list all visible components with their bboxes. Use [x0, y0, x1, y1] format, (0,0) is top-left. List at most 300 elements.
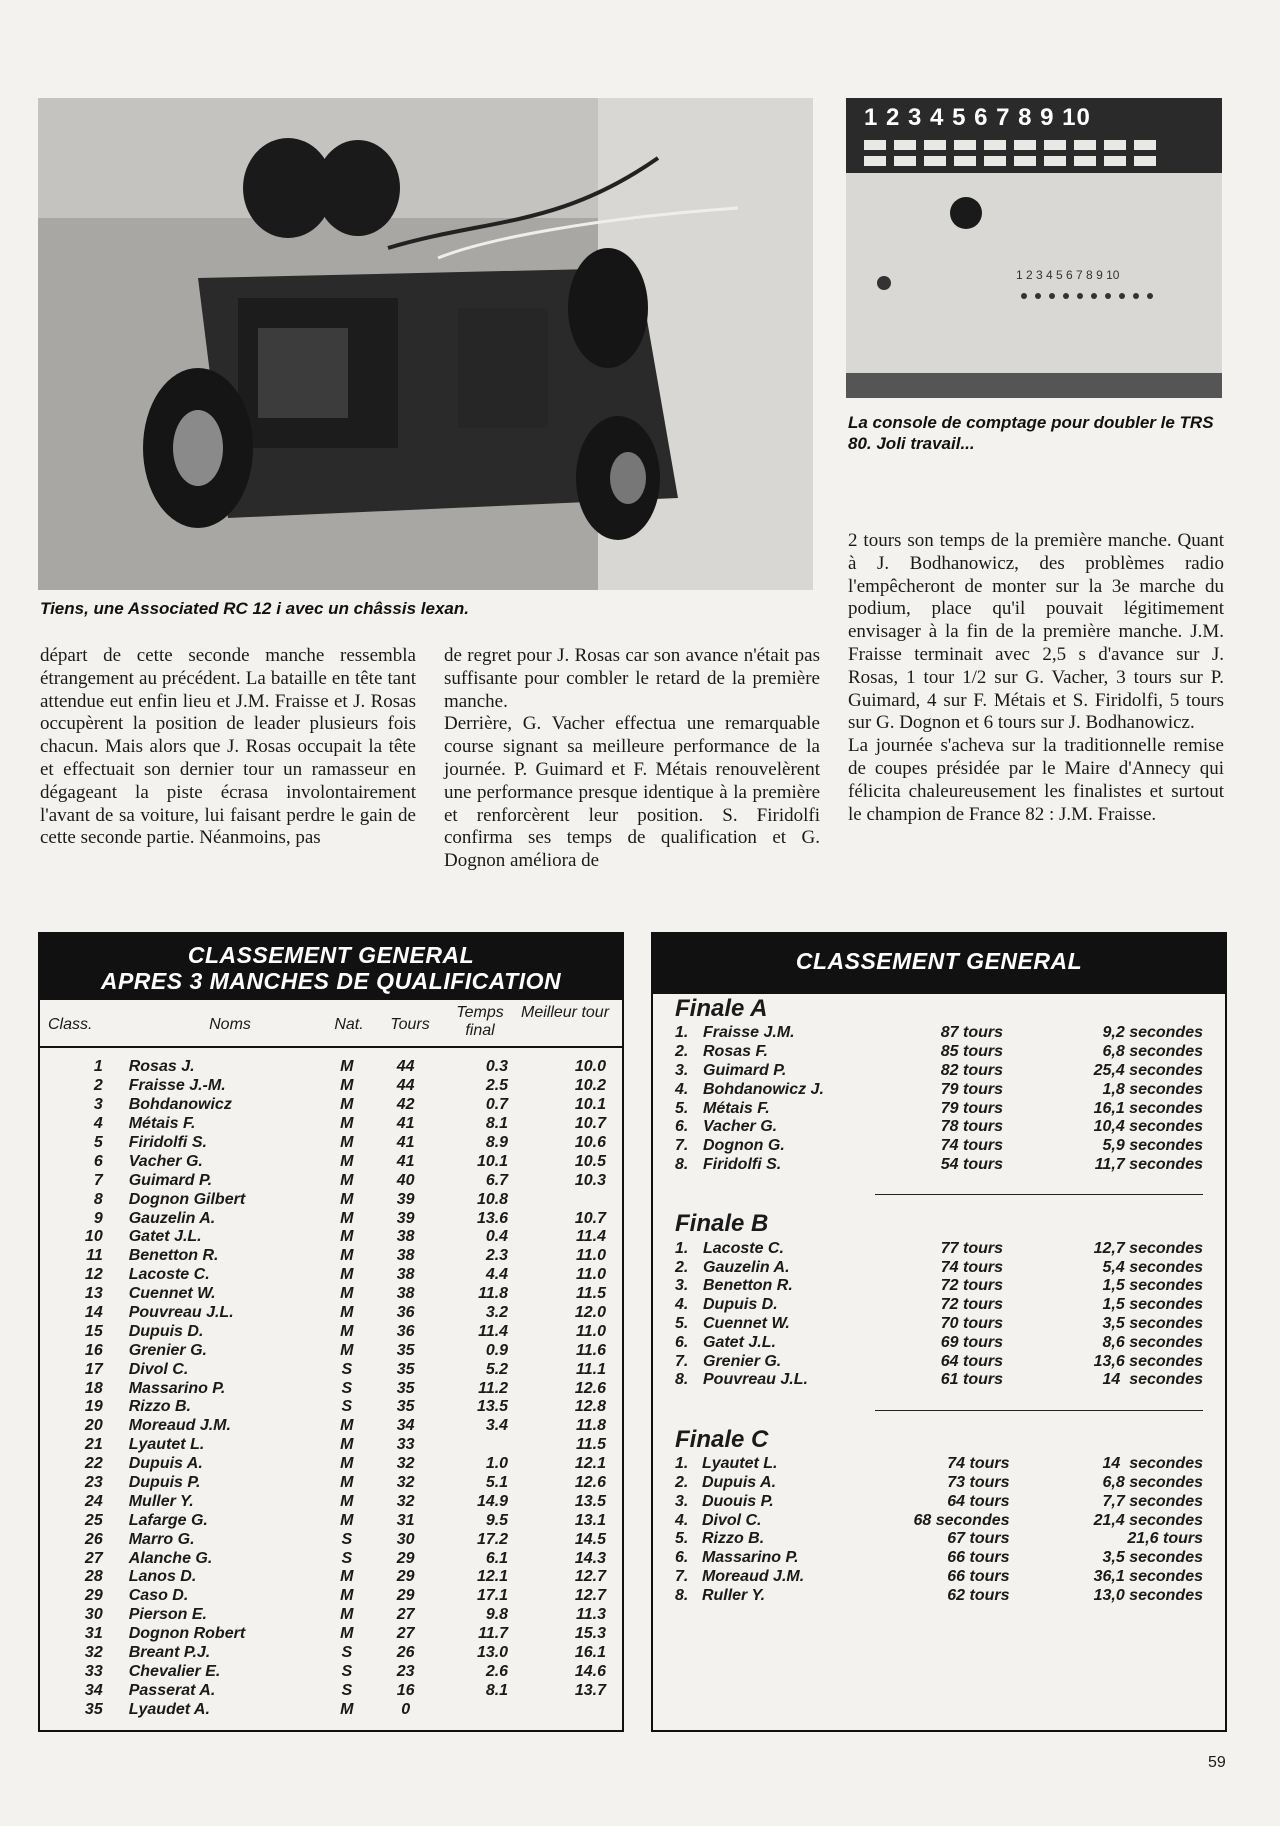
- console-illustration: [846, 98, 1222, 398]
- finale-time-cell: 36,1 secondes: [1093, 1567, 1203, 1585]
- tours-cell: 0: [401, 1700, 411, 1718]
- finale-time-cell: 13,0 secondes: [1093, 1586, 1203, 1604]
- qualification-table-body: [40, 1058, 622, 1719]
- name-cell: Lyaudet A.: [128, 1700, 210, 1718]
- meilleur-cell: 10.6: [574, 1134, 606, 1151]
- temps-cell: 2.5: [485, 1077, 509, 1095]
- finale-time-cell: 1,5 secondes: [1102, 1296, 1203, 1314]
- finale-laps-cell: 87 tours: [940, 1024, 1003, 1042]
- qualification-row: [40, 1455, 622, 1474]
- finale-time-cell: 21,4 secondes: [1093, 1511, 1203, 1529]
- rank-cell: 12: [84, 1266, 103, 1284]
- nat-cell: M: [340, 1247, 354, 1265]
- finale-row: [675, 1024, 1203, 1043]
- meilleur-cell: 10.7: [574, 1209, 606, 1227]
- rank-cell: 24: [84, 1492, 103, 1510]
- finale-row: [675, 1586, 1203, 1605]
- name-cell: Pouvreau J.L.: [128, 1304, 234, 1322]
- col-header-noms: Noms: [209, 1016, 251, 1033]
- finale-name-cell: Rizzo B.: [701, 1530, 765, 1548]
- finale-rank-cell: 4.: [675, 1296, 689, 1314]
- meilleur-cell: 13.7: [574, 1681, 606, 1699]
- tours-cell: 41: [396, 1152, 415, 1170]
- name-cell: Lanos D.: [128, 1568, 197, 1586]
- nat-cell: S: [341, 1379, 353, 1397]
- finale-row: [675, 1549, 1203, 1568]
- nat-cell: M: [340, 1058, 354, 1076]
- finale-time-cell: 1,5 secondes: [1102, 1277, 1203, 1295]
- nat-cell: M: [340, 1322, 354, 1340]
- article-col1-text: départ de cette seconde manche ressembla étrangement au précédent. La bataille en tête tant attendue eut enfin lieu et J.M. Fraisse et J. Rosas occupèrent la position de leader plusieurs fois chacun. Mais alors que J. Rosas occupait la tête et effectuait son dernier tour un ramasseur en dégageant la piste écrasa involontairement l'avant de sa voiture, lui faisant perdre le gain de cette seconde partie. Néanmoins, pas: [40, 645, 416, 849]
- tours-cell: 44: [396, 1058, 415, 1076]
- article-col2-p1: de regret pour J. Rosas car son avance n'était pas suffisante pour combler le retard de la première manche.: [444, 645, 820, 712]
- temps-cell: 11.4: [478, 1322, 509, 1340]
- tours-cell: 35: [396, 1360, 415, 1378]
- finale-title: Finale B: [675, 1210, 769, 1238]
- meilleur-cell: 14.5: [574, 1530, 606, 1548]
- qualification-row: [40, 1266, 622, 1285]
- article-col3-p1: 2 tours son temps de la première manche. Quant à J. Bodhanowicz, des problèmes radio l'empêcheront de monter sur la 3e marche du podium, place qu'il pouvait légitimement envisager à la fin de la première manche. J.M. Fraisse terminait avec 2,5 s d'avance sur J. Rosas, 1 tour 1/2 sur G. Vacher, 3 tours sur P. Guimard, 4 sur F. Métais et S. Firidolfi, 5 tours sur G. Dognon et 6 tours sur J. Bodhanowicz.: [848, 530, 1224, 734]
- nat-cell: M: [340, 1625, 354, 1643]
- finale-laps-cell: 67 tours: [947, 1530, 1010, 1548]
- nat-cell: M: [340, 1436, 354, 1454]
- finale-time-cell: 14 secondes: [1102, 1371, 1203, 1389]
- rank-cell: 20: [84, 1417, 103, 1435]
- finale-rank-cell: 2.: [675, 1043, 689, 1061]
- col-header-nat: Nat.: [334, 1016, 364, 1033]
- tours-cell: 38: [396, 1228, 415, 1246]
- rank-cell: 7: [93, 1171, 103, 1189]
- console-big-digits: 1 2 3 4 5 6 7 8 9 10: [864, 104, 1091, 131]
- name-cell: Dupuis P.: [128, 1474, 201, 1492]
- finale-rank-cell: 4.: [675, 1511, 689, 1529]
- rank-cell: 17: [84, 1360, 103, 1378]
- temps-cell: 9.8: [485, 1606, 509, 1624]
- rank-cell: 6: [93, 1152, 103, 1170]
- qualification-row: [40, 1681, 622, 1700]
- finale-laps-cell: 68 secondes: [913, 1511, 1010, 1529]
- meilleur-cell: 15.3: [574, 1625, 606, 1643]
- tours-cell: 44: [396, 1077, 415, 1095]
- nat-cell: M: [340, 1341, 354, 1359]
- rank-cell: 26: [84, 1530, 103, 1548]
- temps-cell: 17.2: [476, 1530, 509, 1548]
- tours-cell: 42: [396, 1096, 415, 1114]
- name-cell: Chevalier E.: [128, 1662, 221, 1680]
- finale-row: [675, 1474, 1203, 1493]
- temps-cell: 13.6: [476, 1209, 509, 1227]
- console-photo-caption: La console de comptage pour doubler le TRS 80. Joli travail...: [848, 413, 1214, 453]
- finale-time-cell: 6,8 secondes: [1102, 1043, 1203, 1061]
- finale-time-cell: 7,7 secondes: [1102, 1492, 1203, 1510]
- tours-cell: 36: [396, 1322, 415, 1340]
- temps-cell: 13.5: [476, 1398, 509, 1416]
- nat-cell: S: [341, 1530, 353, 1548]
- meilleur-cell: 10.7: [574, 1115, 606, 1133]
- finale-title: Finale C: [675, 1425, 769, 1453]
- finale-laps-cell: 79 tours: [940, 1080, 1003, 1098]
- tours-cell: 34: [396, 1417, 415, 1435]
- finale-table: [675, 1455, 1203, 1605]
- nat-cell: M: [340, 1228, 354, 1246]
- name-cell: Dognon Robert: [128, 1625, 246, 1643]
- finale-row: [675, 1492, 1203, 1511]
- nat-cell: M: [340, 1455, 354, 1473]
- temps-cell: 2.6: [485, 1662, 509, 1680]
- nat-cell: M: [340, 1587, 354, 1605]
- nat-cell: M: [340, 1266, 354, 1284]
- finale-rank-cell: 2.: [675, 1473, 689, 1491]
- qualification-row: [40, 1511, 622, 1530]
- rank-cell: 5: [93, 1134, 103, 1151]
- finale-time-cell: 21,6 tours: [1127, 1530, 1203, 1548]
- name-cell: Vacher G.: [128, 1152, 203, 1170]
- meilleur-cell: [518, 1700, 622, 1719]
- rank-cell: 30: [84, 1606, 103, 1624]
- rank-cell: 34: [84, 1681, 103, 1699]
- rank-cell: 8: [93, 1190, 103, 1208]
- nat-cell: M: [340, 1077, 354, 1095]
- name-cell: Alanche G.: [128, 1549, 213, 1567]
- finale-rank-cell: 4.: [675, 1080, 689, 1098]
- qualification-row: [40, 1379, 622, 1398]
- qualification-row: [40, 1663, 622, 1682]
- tours-cell: 29: [396, 1587, 415, 1605]
- qualification-title-line2: APRES 3 MANCHES DE QUALIFICATION: [100, 968, 562, 994]
- qualification-row: [40, 1304, 622, 1323]
- name-cell: Gauzelin A.: [128, 1209, 216, 1227]
- name-cell: Lafarge G.: [128, 1511, 208, 1529]
- finale-row: [675, 1333, 1203, 1352]
- meilleur-cell: 12.1: [574, 1455, 606, 1473]
- finale-row: [675, 1568, 1203, 1587]
- temps-cell: 14.9: [476, 1492, 509, 1510]
- finale-rank-cell: 1.: [675, 1239, 689, 1257]
- qualification-row: [40, 1209, 622, 1228]
- tours-cell: 41: [396, 1115, 415, 1133]
- tours-cell: 35: [396, 1379, 415, 1397]
- finale-name-cell: Massarino P.: [701, 1549, 799, 1567]
- meilleur-cell: 14.6: [574, 1662, 606, 1680]
- finale-name-cell: Pouvreau J.L.: [703, 1371, 808, 1389]
- meilleur-cell: 11.0: [576, 1322, 606, 1340]
- finale-rank-cell: 5.: [675, 1530, 689, 1548]
- rank-cell: 19: [84, 1398, 103, 1416]
- finale-name-cell: Rosas F.: [703, 1043, 768, 1061]
- finale-laps-cell: 64 tours: [940, 1352, 1003, 1370]
- finale-name-cell: Divol C.: [701, 1511, 762, 1529]
- finale-time-cell: 5,9 secondes: [1102, 1137, 1203, 1155]
- finale-time-cell: 5,4 secondes: [1102, 1258, 1203, 1276]
- photo-lap-console: [846, 98, 1222, 398]
- meilleur-cell: 16.1: [574, 1644, 606, 1662]
- nat-cell: M: [340, 1171, 354, 1189]
- qualification-row: [40, 1228, 622, 1247]
- finale-rank-cell: 8.: [675, 1586, 689, 1604]
- temps-cell: 17.1: [476, 1587, 509, 1605]
- finale-time-cell: 8,6 secondes: [1102, 1333, 1203, 1351]
- meilleur-cell: [518, 1190, 622, 1209]
- qualification-row: [40, 1171, 622, 1190]
- name-cell: Divol C.: [128, 1360, 189, 1378]
- name-cell: Breant P.J.: [128, 1644, 211, 1662]
- finale-laps-cell: 79 tours: [940, 1099, 1003, 1117]
- finale-name-cell: Dognon G.: [703, 1137, 785, 1155]
- finale-time-cell: 25,4 secondes: [1093, 1061, 1203, 1079]
- temps-cell: 9.5: [485, 1511, 509, 1529]
- finale-rank-cell: 8.: [675, 1371, 689, 1389]
- meilleur-cell: 11.3: [576, 1606, 606, 1624]
- finale-rank-cell: 7.: [675, 1567, 689, 1585]
- rank-cell: 13: [84, 1285, 103, 1303]
- finale-name-cell: Cuennet W.: [703, 1314, 790, 1332]
- nat-cell: M: [340, 1190, 354, 1208]
- finale-rank-cell: 3.: [675, 1492, 689, 1510]
- rank-cell: 21: [84, 1436, 103, 1454]
- rank-cell: 9: [93, 1209, 103, 1227]
- meilleur-cell: 11.4: [576, 1228, 606, 1246]
- finale-name-cell: Lyautet L.: [701, 1455, 778, 1473]
- finale-name-cell: Métais F.: [703, 1099, 770, 1117]
- rank-cell: 31: [84, 1625, 103, 1643]
- meilleur-cell: 10.5: [574, 1152, 606, 1170]
- nat-cell: M: [340, 1606, 354, 1624]
- rank-cell: 16: [84, 1341, 103, 1359]
- qualification-row: [40, 1700, 622, 1719]
- page-number: 59: [1208, 1754, 1226, 1771]
- finale-title: Finale A: [675, 995, 768, 1022]
- finale-time-cell: 6,8 secondes: [1102, 1473, 1203, 1491]
- finale-time-cell: 3,5 secondes: [1102, 1549, 1203, 1567]
- finale-name-cell: Lacoste C.: [703, 1239, 784, 1257]
- meilleur-cell: 12.7: [574, 1587, 606, 1605]
- meilleur-cell: 11.0: [576, 1266, 606, 1284]
- tours-cell: 41: [396, 1134, 415, 1151]
- finale-row: [675, 1371, 1203, 1390]
- qualification-table-header: [40, 1000, 622, 1048]
- finale-laps-cell: 69 tours: [940, 1333, 1003, 1351]
- tours-cell: 39: [396, 1190, 415, 1208]
- meilleur-cell: 11.1: [576, 1360, 606, 1378]
- rank-cell: 14: [84, 1304, 103, 1322]
- meilleur-cell: 13.5: [574, 1492, 606, 1510]
- rank-cell: 25: [84, 1511, 103, 1529]
- name-cell: Pierson E.: [128, 1606, 207, 1624]
- name-cell: Firidolfi S.: [128, 1134, 207, 1151]
- finale-time-cell: 3,5 secondes: [1102, 1314, 1203, 1332]
- finale-rank-cell: 7.: [675, 1352, 689, 1370]
- finale-rank-cell: 5.: [675, 1314, 689, 1332]
- rank-cell: 29: [84, 1587, 103, 1605]
- temps-cell: 13.0: [476, 1644, 509, 1662]
- temps-cell: 8.1: [485, 1681, 509, 1699]
- temps-cell: [437, 1436, 518, 1455]
- meilleur-cell: 12.7: [574, 1568, 606, 1586]
- temps-cell: 5.1: [485, 1474, 509, 1492]
- finale-laps-cell: 70 tours: [940, 1314, 1003, 1332]
- meilleur-cell: 13.1: [574, 1511, 606, 1529]
- qualification-row: [40, 1190, 622, 1209]
- qualification-row: [40, 1096, 622, 1115]
- finale-laps-cell: 74 tours: [947, 1455, 1010, 1473]
- finale-row: [675, 1118, 1203, 1137]
- tours-cell: 38: [396, 1266, 415, 1284]
- nat-cell: S: [341, 1549, 353, 1567]
- tours-cell: 29: [396, 1549, 415, 1567]
- name-cell: Bohdanowicz: [128, 1096, 232, 1114]
- temps-cell: 3.4: [485, 1417, 509, 1435]
- qualification-row: [40, 1152, 622, 1171]
- finale-time-cell: 11,7 secondes: [1094, 1155, 1203, 1173]
- col-header-tours: Tours: [390, 1016, 430, 1033]
- rank-cell: 27: [84, 1549, 103, 1567]
- finale-laps-cell: 77 tours: [940, 1239, 1003, 1257]
- article-column-1: [40, 645, 416, 850]
- nat-cell: M: [340, 1568, 354, 1586]
- finale-laps-cell: 66 tours: [947, 1567, 1010, 1585]
- finale-laps-cell: 64 tours: [947, 1492, 1010, 1510]
- temps-cell: 10.1: [476, 1152, 509, 1170]
- qualification-table: [40, 1058, 622, 1719]
- col-header-class: Class.: [48, 1016, 93, 1033]
- name-cell: Marro G.: [128, 1530, 195, 1548]
- finale-row: [675, 1511, 1203, 1530]
- tours-cell: 35: [396, 1341, 415, 1359]
- meilleur-cell: 10.2: [574, 1077, 606, 1095]
- temps-cell: 11.2: [478, 1379, 509, 1397]
- temps-cell: [437, 1700, 518, 1719]
- tours-cell: 32: [396, 1474, 415, 1492]
- finale-name-cell: Guimard P.: [703, 1061, 787, 1079]
- finale-rank-cell: 6.: [675, 1333, 689, 1351]
- finale-row: [675, 1099, 1203, 1118]
- name-cell: Métais F.: [128, 1115, 196, 1133]
- qualification-row: [40, 1417, 622, 1436]
- meilleur-cell: 11.5: [576, 1436, 606, 1454]
- finale-name-cell: Grenier G.: [703, 1352, 782, 1370]
- finale-time-cell: 10,4 secondes: [1093, 1118, 1203, 1136]
- article-col2-p2: Derrière, G. Vacher effectua une remarquable course signant sa meilleure performance de la journée. P. Guimard et F. Métais renouvelèrent une performance presque identique à la première et renforcèrent leur position. S. Firidolfi confirma ses temps de qualification et G. Dognon améliora de: [444, 713, 820, 872]
- photo-rc-car: [38, 98, 813, 590]
- qualification-row: [40, 1115, 622, 1134]
- meilleur-cell: 10.3: [574, 1171, 606, 1189]
- meilleur-cell: 11.6: [576, 1341, 606, 1359]
- meilleur-cell: 12.0: [574, 1304, 606, 1322]
- rank-cell: 4: [93, 1115, 103, 1133]
- tours-cell: 32: [396, 1492, 415, 1510]
- qualification-ranking-header: [40, 934, 622, 1000]
- finale-row: [675, 1315, 1203, 1334]
- finale-row: [675, 1352, 1203, 1371]
- temps-cell: 6.7: [485, 1171, 509, 1189]
- qualification-row: [40, 1644, 622, 1663]
- finale-time-cell: 14 secondes: [1102, 1455, 1203, 1473]
- finale-row: [675, 1062, 1203, 1081]
- meilleur-cell: 14.3: [574, 1549, 606, 1567]
- finale-rank-cell: 3.: [675, 1277, 689, 1295]
- qualification-row: [40, 1398, 622, 1417]
- rank-cell: 28: [84, 1568, 103, 1586]
- tours-cell: 27: [396, 1625, 415, 1643]
- finale-rank-cell: 1.: [675, 1455, 689, 1473]
- name-cell: Dupuis A.: [128, 1455, 203, 1473]
- nat-cell: M: [340, 1511, 354, 1529]
- finale-name-cell: Fraisse J.M.: [703, 1024, 795, 1042]
- meilleur-cell: 11.5: [576, 1285, 606, 1303]
- tours-cell: 33: [396, 1436, 415, 1454]
- rank-cell: 2: [93, 1077, 103, 1095]
- rank-cell: 18: [84, 1379, 103, 1397]
- tours-cell: 16: [396, 1681, 415, 1699]
- nat-cell: S: [341, 1360, 353, 1378]
- qualification-row: [40, 1436, 622, 1455]
- article-col3-p2: La journée s'acheva sur la traditionnelle remise de coupes présidée par le Maire d'Annecy qui félicita chaleureusement les finalistes et surtout le champion de France 82 : J.M. Fraisse.: [848, 735, 1224, 825]
- temps-cell: 6.1: [485, 1549, 509, 1567]
- finale-laps-cell: 61 tours: [940, 1371, 1003, 1389]
- qualification-row: [40, 1492, 622, 1511]
- qualification-row: [40, 1568, 622, 1587]
- temps-cell: 8.9: [485, 1134, 509, 1151]
- rank-cell: 33: [84, 1662, 103, 1680]
- rank-cell: 23: [84, 1474, 103, 1492]
- finale-name-cell: Gauzelin A.: [703, 1258, 790, 1276]
- nat-cell: M: [340, 1285, 354, 1303]
- finale-rank-cell: 7.: [675, 1137, 689, 1155]
- temps-cell: 5.2: [485, 1360, 509, 1378]
- finale-name-cell: Duouis P.: [701, 1492, 774, 1510]
- nat-cell: M: [340, 1700, 354, 1718]
- col-header-temps-final: Temps final: [456, 1004, 504, 1039]
- qualification-row: [40, 1247, 622, 1266]
- name-cell: Dupuis D.: [128, 1322, 204, 1340]
- finale-row: [675, 1277, 1203, 1296]
- finale-laps-cell: 85 tours: [940, 1043, 1003, 1061]
- tours-cell: 32: [396, 1455, 415, 1473]
- name-cell: Passerat A.: [128, 1681, 216, 1699]
- nat-cell: S: [341, 1398, 353, 1416]
- finale-laps-cell: 66 tours: [947, 1549, 1010, 1567]
- finale-laps-cell: 73 tours: [947, 1473, 1010, 1491]
- finale-laps-cell: 78 tours: [940, 1118, 1003, 1136]
- qualification-row: [40, 1606, 622, 1625]
- temps-cell: 12.1: [476, 1568, 509, 1586]
- article-column-3: [848, 530, 1224, 826]
- finale-laps-cell: 82 tours: [940, 1061, 1003, 1079]
- finale-time-cell: 13,6 secondes: [1093, 1352, 1203, 1370]
- qualification-row: [40, 1549, 622, 1568]
- nat-cell: S: [341, 1681, 353, 1699]
- qualification-row: [40, 1285, 622, 1304]
- tours-cell: 30: [396, 1530, 415, 1548]
- finale-name-cell: Firidolfi S.: [703, 1155, 782, 1173]
- qualification-row: [40, 1587, 622, 1606]
- tours-cell: 38: [396, 1247, 415, 1265]
- qualification-row: [40, 1530, 622, 1549]
- qualification-row: [40, 1058, 622, 1077]
- finale-rank-cell: 2.: [675, 1258, 689, 1276]
- console-small-digits: 1 2 3 4 5 6 7 8 9 10: [1016, 268, 1120, 282]
- nat-cell: M: [340, 1492, 354, 1510]
- finale-time-cell: 16,1 secondes: [1093, 1099, 1203, 1117]
- temps-cell: 11.7: [478, 1625, 509, 1643]
- article-column-2: [444, 645, 820, 873]
- rank-cell: 22: [84, 1455, 103, 1473]
- tours-cell: 31: [396, 1511, 415, 1529]
- temps-cell: 0.7: [485, 1096, 509, 1114]
- finale-name-cell: Gatet J.L.: [703, 1333, 776, 1351]
- meilleur-cell: 11.8: [576, 1417, 606, 1435]
- name-cell: Muller Y.: [128, 1492, 194, 1510]
